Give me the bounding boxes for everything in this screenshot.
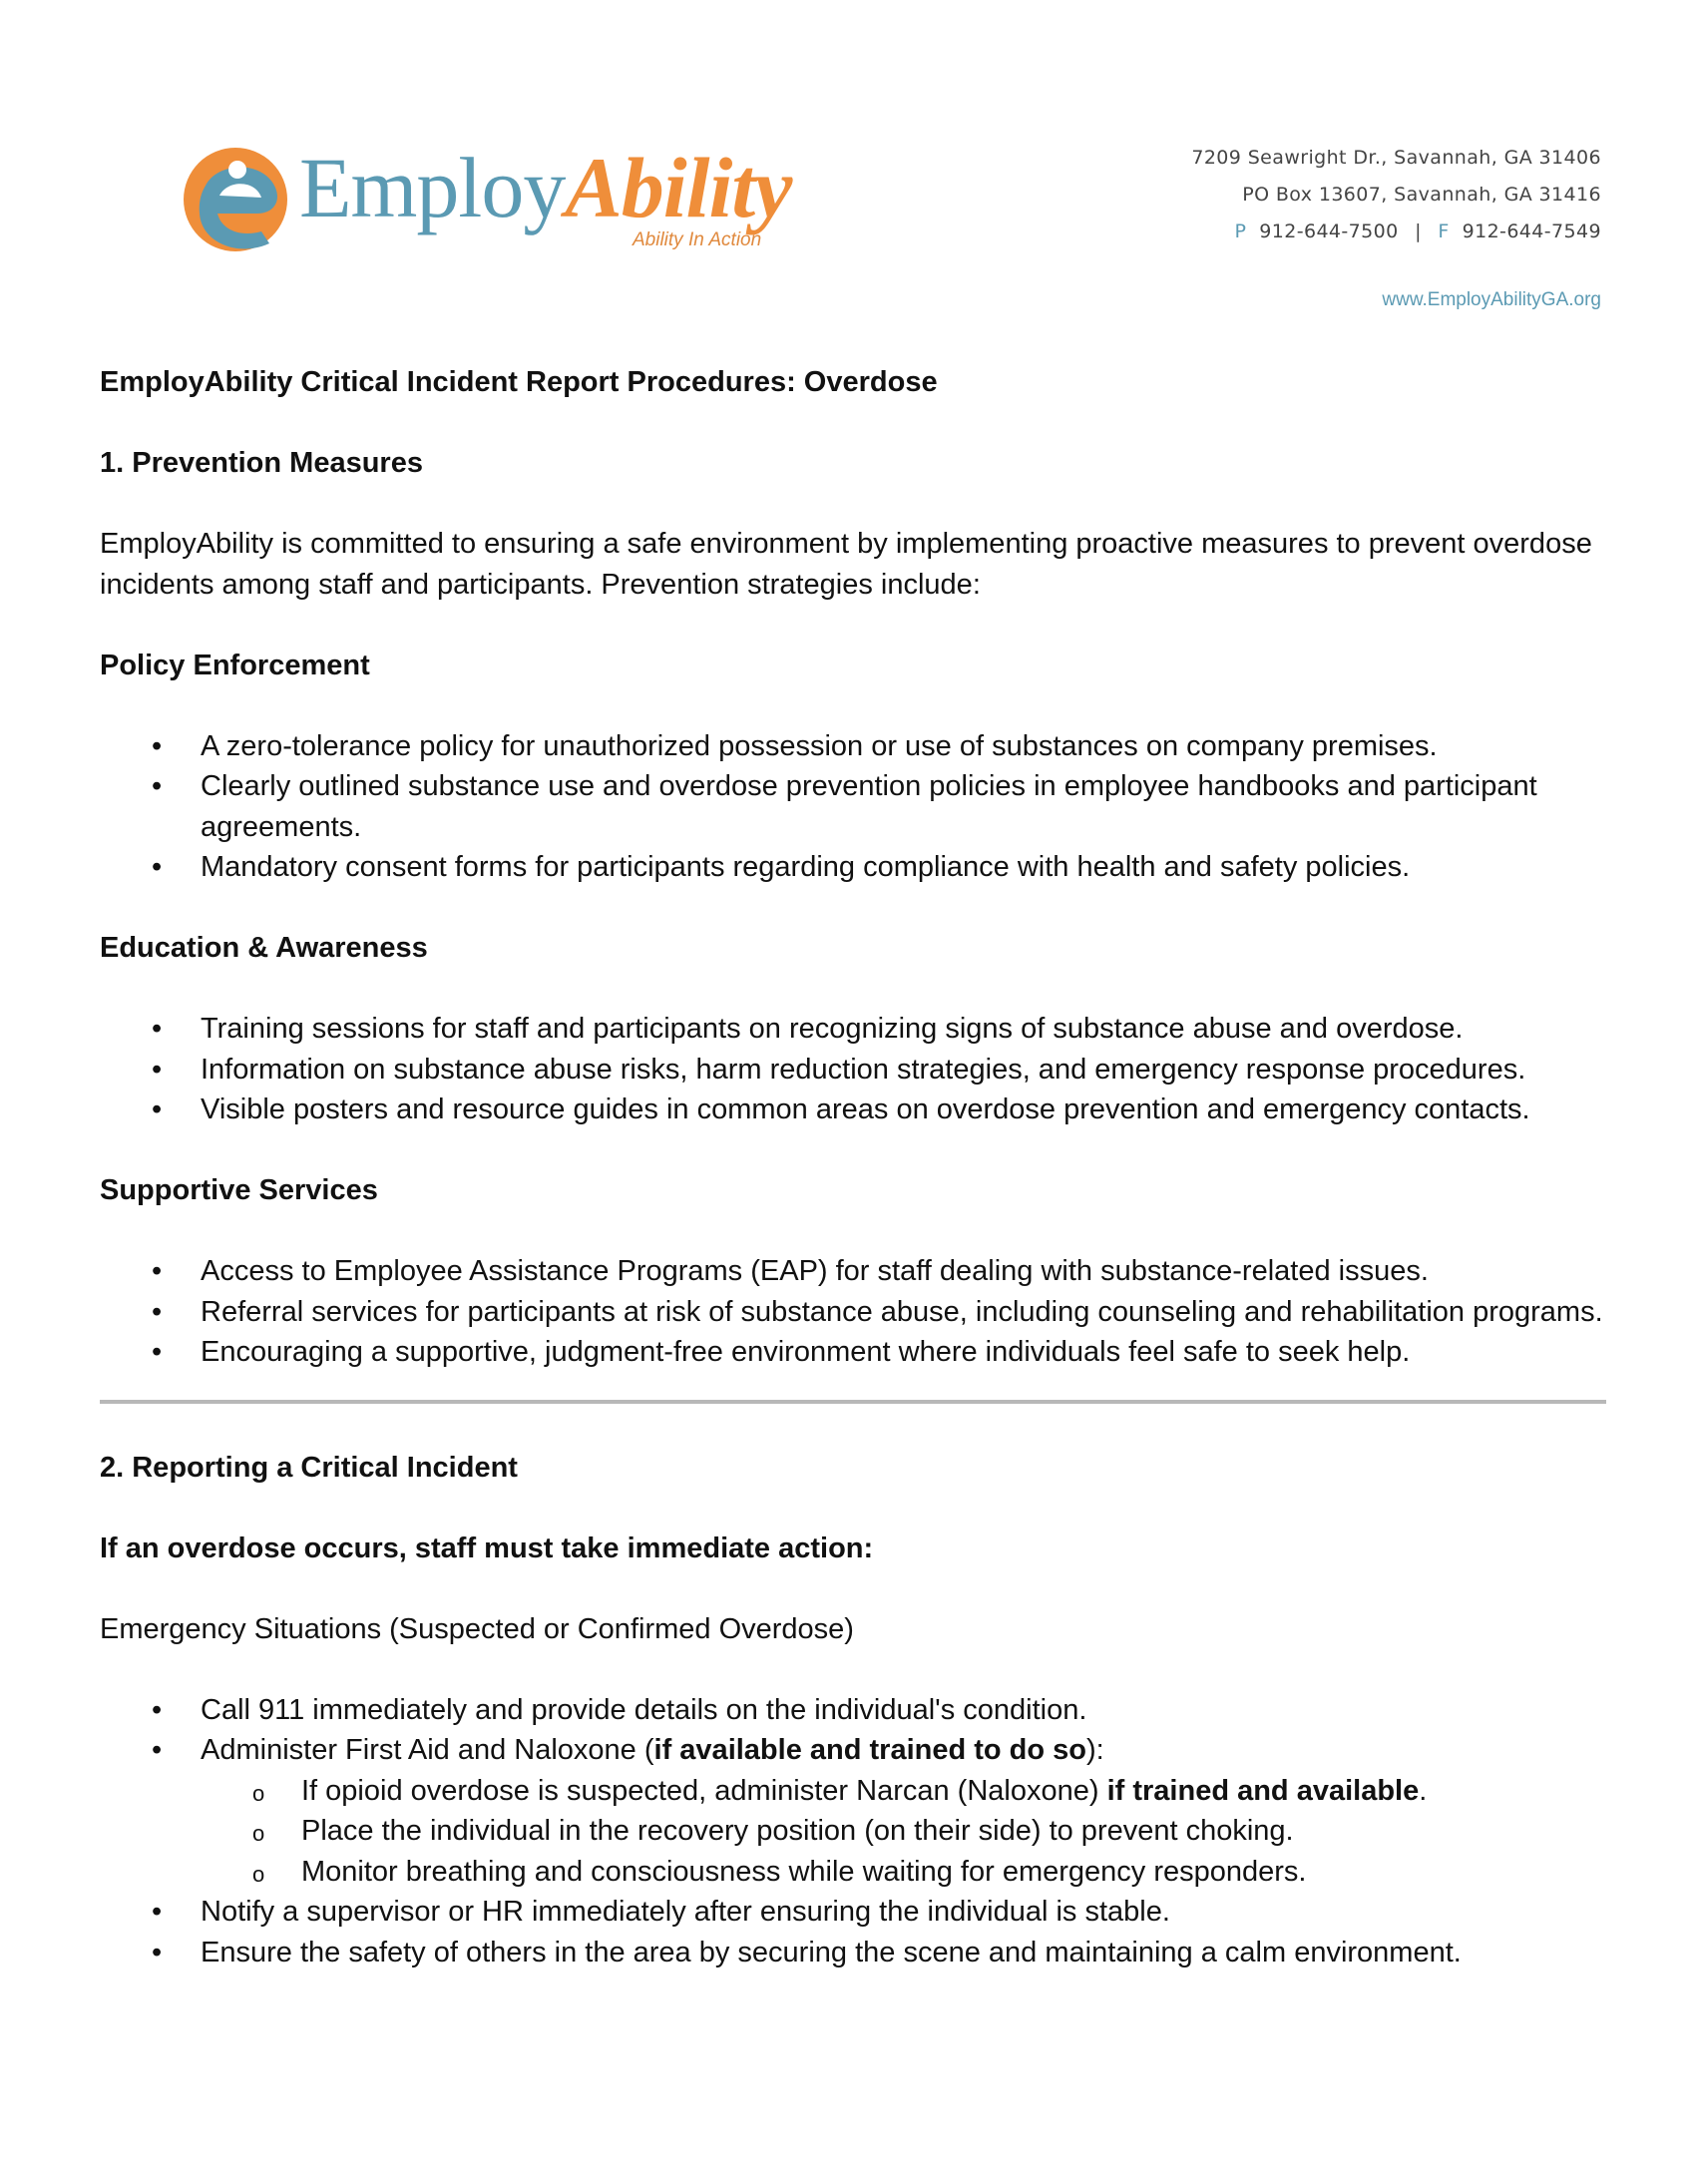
education-heading: Education & Awareness bbox=[100, 932, 428, 964]
phone-number: 912-644-7500 bbox=[1259, 220, 1399, 242]
phone-label: P bbox=[1234, 220, 1247, 242]
list-item: • Referral services for participants at risk of substance abuse, including counseling and rehabilitation programs. bbox=[100, 1292, 1606, 1333]
logo-ability-text: Ability bbox=[565, 140, 792, 235]
first-aid-sublist bbox=[100, 1771, 1606, 1893]
section-2-subheading: If an overdose occurs, staff must take immediate action: bbox=[100, 1531, 874, 1564]
list-item: • Mandatory consent forms for participants regarding compliance with health and safety policies. bbox=[100, 847, 1606, 888]
emergency-situations-label: Emergency Situations (Suspected or Confirmed Overdose) bbox=[100, 1612, 854, 1645]
contact-line bbox=[1191, 214, 1601, 250]
sub-list-item-text: If opioid overdose is suspected, administer Narcan (Naloxone) bbox=[301, 1774, 1107, 1807]
section-1-intro: EmployAbility is committed to ensuring a safe environment by implementing proactive measures to prevent overdose incidents among staff and participants. Prevention strategies include: bbox=[100, 528, 1592, 601]
list-item-emphasis: if available and trained to do so bbox=[653, 1734, 1087, 1766]
sub-list-item-emphasis: if trained and available bbox=[1106, 1774, 1420, 1807]
supportive-heading: Supportive Services bbox=[100, 1174, 378, 1206]
policy-heading: Policy Enforcement bbox=[100, 649, 370, 681]
section-divider bbox=[100, 1400, 1606, 1404]
sub-list-item: o Place the individual in the recovery position (on their side) to prevent choking. bbox=[201, 1811, 1606, 1852]
document-body bbox=[100, 362, 1606, 1972]
section-1-heading: 1. Prevention Measures bbox=[100, 447, 423, 479]
logo-wordmark bbox=[299, 138, 791, 237]
list-item-text: Administer First Aid and Naloxone ( bbox=[201, 1734, 654, 1766]
list-item: • Clearly outlined substance use and overdose prevention policies in employee handbooks and participant agreements. bbox=[100, 766, 1606, 847]
list-item: • Training sessions for staff and participants on recognizing signs of substance abuse and overdose. bbox=[100, 1009, 1606, 1050]
contact-separator: | bbox=[1415, 220, 1422, 242]
list-item bbox=[100, 1730, 1606, 1771]
list-item-text: ): bbox=[1086, 1734, 1104, 1766]
list-item: • A zero-tolerance policy for unauthorized possession or use of substances on company premises. bbox=[100, 726, 1606, 767]
list-item: • Encouraging a supportive, judgment-free environment where individuals feel safe to seek help. bbox=[100, 1332, 1606, 1373]
list-item: • Visible posters and resource guides in common areas on overdose prevention and emergency contacts. bbox=[100, 1090, 1606, 1130]
emergency-steps-list-continued bbox=[100, 1892, 1606, 1972]
website-link[interactable]: www.EmployAbilityGA.org bbox=[1382, 289, 1601, 310]
logo-tagline: Ability In Action bbox=[633, 229, 762, 250]
fax-label: F bbox=[1438, 220, 1450, 242]
document-title: EmployAbility Critical Incident Report Procedures: Overdose bbox=[100, 366, 938, 398]
address-line-2: PO Box 13607, Savannah, GA 31416 bbox=[1242, 184, 1601, 206]
company-logo bbox=[178, 140, 836, 269]
fax-number: 912-644-7549 bbox=[1462, 220, 1601, 242]
sub-list-item bbox=[201, 1771, 1606, 1812]
sub-list-item: o Monitor breathing and consciousness while waiting for emergency responders. bbox=[201, 1852, 1606, 1893]
policy-list bbox=[100, 726, 1606, 888]
list-item: • Notify a supervisor or HR immediately after ensuring the individual is stable. bbox=[100, 1892, 1606, 1933]
supportive-list bbox=[100, 1251, 1606, 1373]
list-item: • Ensure the safety of others in the area by securing the scene and maintaining a calm environment. bbox=[100, 1933, 1606, 1973]
logo-e-icon bbox=[178, 140, 293, 259]
logo-employ-text: Employ bbox=[299, 140, 566, 235]
emergency-steps-list bbox=[100, 1690, 1606, 1771]
section-2-heading: 2. Reporting a Critical Incident bbox=[100, 1451, 518, 1484]
sub-list-item-text: . bbox=[1419, 1774, 1428, 1807]
list-item: • Access to Employee Assistance Programs (EAP) for staff dealing with substance-related issues. bbox=[100, 1251, 1606, 1292]
address-line-1: 7209 Seawright Dr., Savannah, GA 31406 bbox=[1191, 147, 1601, 169]
list-item: • Information on substance abuse risks, harm reduction strategies, and emergency response procedures. bbox=[100, 1050, 1606, 1091]
address-block bbox=[1191, 140, 1601, 250]
education-list bbox=[100, 1009, 1606, 1130]
list-item: • Call 911 immediately and provide details on the individual's condition. bbox=[100, 1690, 1606, 1731]
